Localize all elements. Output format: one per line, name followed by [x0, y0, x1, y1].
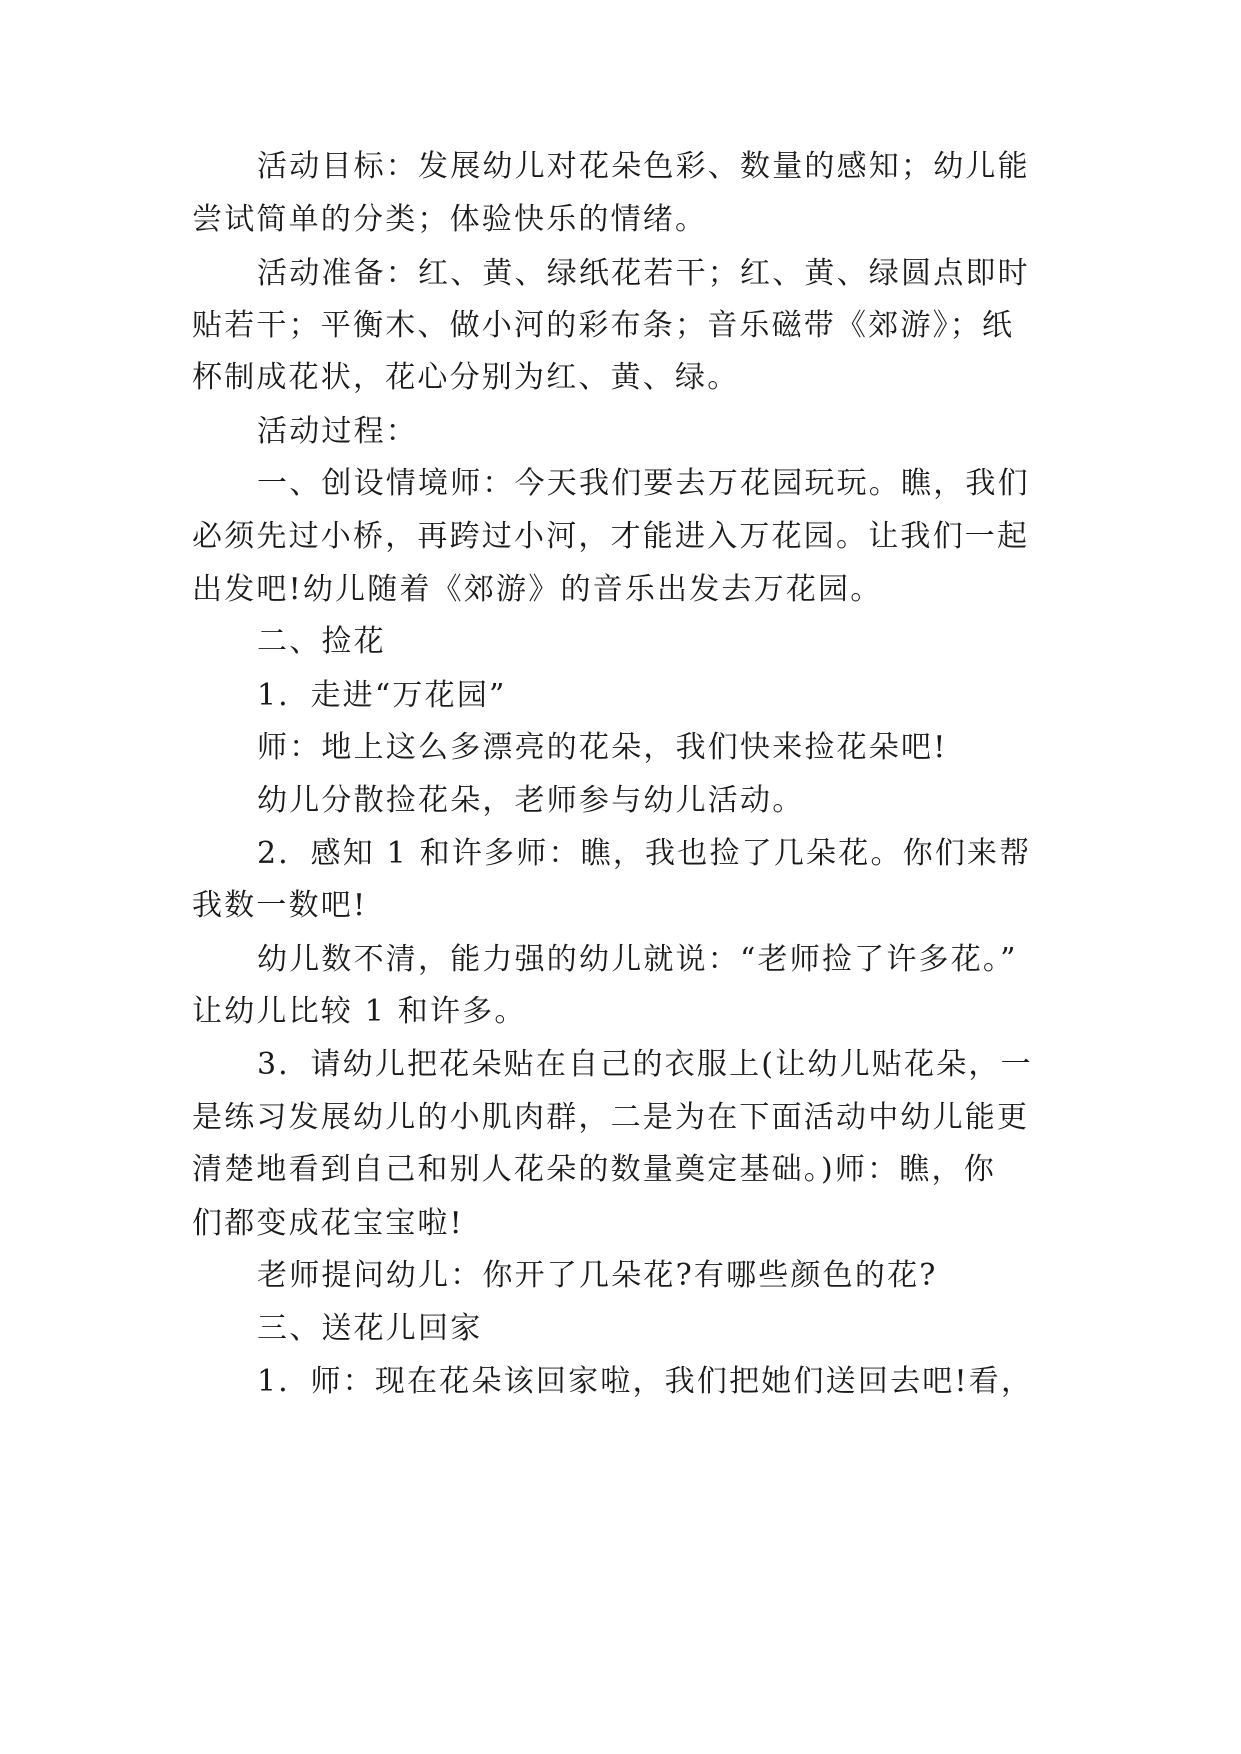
text-line: 1．师：现在花朵该回家啦，我们把她们送回去吧!看， — [257, 1364, 1034, 1399]
text-line: 2．感知 1 和许多师：瞧，我也捡了几朵花。你们来帮 — [257, 836, 1032, 871]
text-line: 二、捡花 — [257, 624, 386, 659]
text-line: 一、创设情境师：今天我们要去万花园玩玩。瞧，我们 — [257, 466, 1030, 501]
text-line: 幼儿数不清，能力强的幼儿就说：“老师捡了许多花。” — [257, 942, 1018, 977]
text-line: 3．请幼儿把花朵贴在自己的衣服上(让幼儿贴花朵，一 — [257, 1047, 1033, 1082]
text-line: 必须先过小桥，再跨过小河，才能进入万花园。让我们一起 — [192, 519, 1030, 554]
text-line: 贴若干；平衡木、做小河的彩布条；音乐磁带《郊游》；纸 — [192, 308, 1015, 343]
text-line: 三、送花儿回家 — [257, 1311, 483, 1346]
text-line: 杯制成花状，花心分别为红、黄、绿。 — [192, 360, 740, 395]
text-line: 们都变成花宝宝啦! — [192, 1206, 464, 1241]
text-line: 老师提问幼儿：你开了几朵花?有哪些颜色的花? — [257, 1258, 938, 1293]
text-line: 活动准备：红、黄、绿纸花若干；红、黄、绿圆点即时 — [257, 256, 1030, 291]
text-line: 让幼儿比较 1 和许多。 — [192, 994, 527, 1029]
text-line: 尝试简单的分类；体验快乐的情绪。 — [192, 202, 708, 237]
text-line: 1．走进“万花园” — [257, 678, 507, 713]
text-line: 出发吧!幼儿随着《郊游》的音乐出发去万花园。 — [192, 572, 883, 607]
text-line: 师：地上这么多漂亮的花朵，我们快来捡花朵吧! — [257, 730, 948, 765]
text-line: 幼儿分散捡花朵，老师参与幼儿活动。 — [257, 783, 805, 818]
text-line: 我数一数吧! — [192, 888, 368, 923]
text-line: 活动过程： — [257, 414, 418, 449]
text-line: 活动目标：发展幼儿对花朵色彩、数量的感知；幼儿能 — [257, 149, 1030, 184]
text-line: 清楚地看到自己和别人花朵的数量奠定基础。)师：瞧，你 — [192, 1152, 996, 1187]
text-line: 是练习发展幼儿的小肌肉群，二是为在下面活动中幼儿能更 — [192, 1100, 1030, 1135]
